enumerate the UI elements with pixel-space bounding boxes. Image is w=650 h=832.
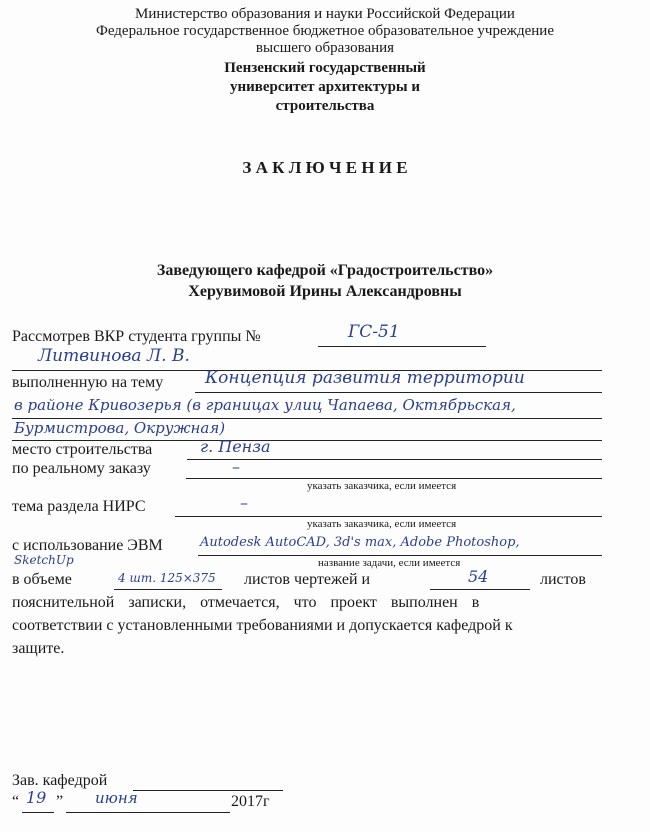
signature-underline <box>133 790 283 791</box>
author-line-1: Заведующего кафедрой «Градостроительство» <box>156 262 494 279</box>
topic-value-line-1: Концепция развития территории <box>205 368 525 388</box>
order-label: по реальному заказу <box>12 460 151 477</box>
note-sheets-value: 54 <box>468 567 489 586</box>
day-underline <box>22 812 54 813</box>
university-line-3: строительства <box>275 98 375 114</box>
order-hint: указать заказчика, если имеется <box>307 480 457 492</box>
institution-type-line: Федеральное государственное бюджетное образовательное учреждение <box>95 23 554 39</box>
site-value: г. Пенза <box>200 437 271 456</box>
conclusion-line-3: защите. <box>12 640 65 657</box>
note-sheets-underline <box>430 589 530 590</box>
student-value: Литвинова Л. В. <box>38 346 190 366</box>
computer-value-line-1: Autodesk AutoCAD, 3d's max, Adobe Photoshop, <box>200 535 520 550</box>
nirs-value: – <box>240 493 248 512</box>
document-title: З А К Л Ю Ч Е Н И Е <box>242 158 408 177</box>
quote-open: “ <box>12 793 20 810</box>
quote-close: ” <box>56 793 64 810</box>
site-underline <box>187 459 602 460</box>
author-line-2: Херувимовой Ирины Александровны <box>188 283 462 300</box>
order-underline <box>186 478 602 479</box>
order-value: – <box>232 457 240 476</box>
sheets-label-2: листов <box>540 571 586 588</box>
head-label: Зав. кафедрой <box>12 772 108 789</box>
nirs-underline <box>175 516 602 517</box>
computer-value-line-2: SketchUp <box>14 553 74 567</box>
volume-value: 4 шт. 125×375 <box>118 571 216 585</box>
group-underline <box>318 346 486 347</box>
year-text: 2017г <box>231 793 270 810</box>
education-level-line: высшего образования <box>255 40 395 56</box>
conclusion-line-1: пояснительной записки, отмечается, что проект выполнен в <box>12 594 480 611</box>
university-line-2: университет архитектуры и <box>229 79 421 95</box>
group-value: ГС-51 <box>348 322 400 342</box>
review-label: Рассмотрев ВКР студента группы № <box>12 328 261 345</box>
university-line-1: Пензенский государственный <box>224 60 426 76</box>
computer-label: с использование ЭВМ <box>12 537 163 554</box>
topic-label: выполненную на тему <box>12 374 164 391</box>
month-underline <box>66 812 230 813</box>
nirs-label: тема раздела НИРС <box>12 498 146 515</box>
month-value: июня <box>95 789 138 807</box>
volume-underline <box>114 589 222 590</box>
sheets-label: листов чертежей и <box>244 571 371 588</box>
topic-value-line-2: в районе Кривозерья (в границах улиц Чапаева, Октябрьская, <box>14 396 516 414</box>
topic-underline-1 <box>195 392 602 393</box>
conclusion-line-2: соответствии с установленными требованиями и допускается кафедрой к <box>12 617 513 634</box>
computer-underline <box>198 555 602 556</box>
nirs-hint: указать заказчика, если имеется <box>307 518 457 530</box>
computer-hint: название задачи, если имеется <box>318 557 461 569</box>
ministry-line: Министерство образования и науки Российской Федерации <box>135 6 515 22</box>
site-label: место строительства <box>12 441 153 458</box>
volume-prefix: в объеме <box>12 571 72 588</box>
topic-value-line-3: Бурмистрова, Окружная) <box>14 419 226 437</box>
day-value: 19 <box>26 788 47 807</box>
